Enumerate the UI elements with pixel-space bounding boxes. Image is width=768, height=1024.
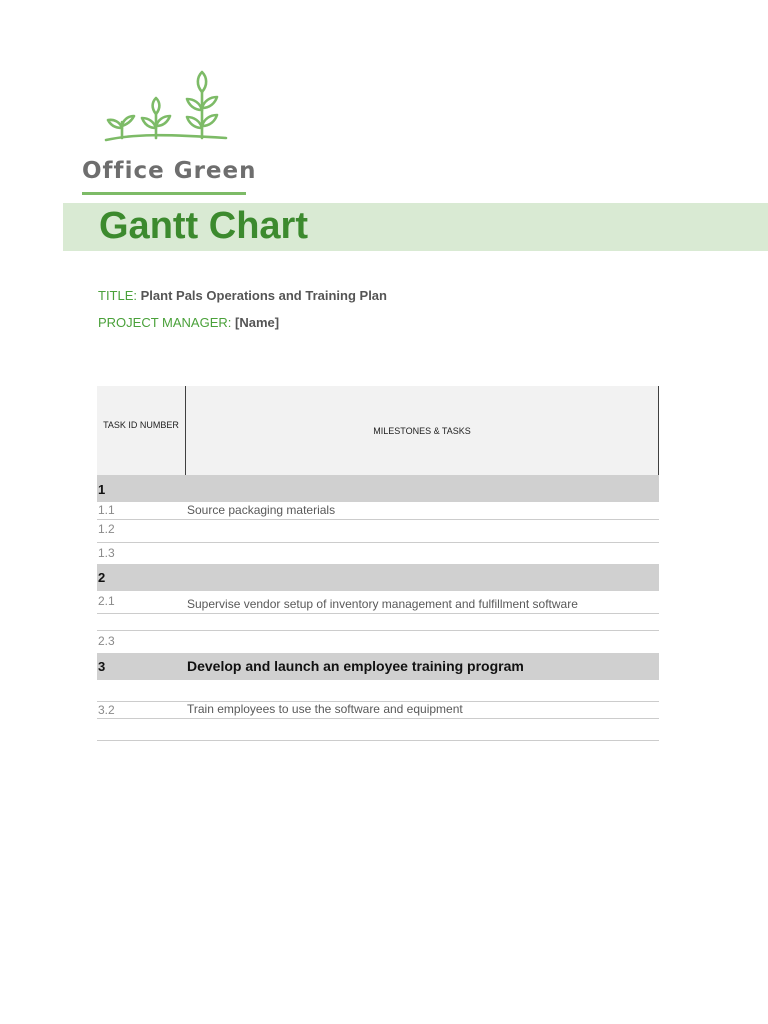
table-row [97,719,659,741]
project-manager-line [98,315,279,330]
company-logo [80,68,257,198]
task-name: Supervise vendor setup of inventory management and fulfillment software [187,597,578,611]
table-row [97,591,659,614]
table-row [97,702,659,719]
table-row [97,502,659,520]
project-title-line [98,288,387,303]
task-name: Train employees to use the software and equipment [187,702,463,716]
task-id: 2 [98,570,106,585]
sprouting-plants-icon [104,68,228,148]
table-row [97,543,659,564]
table-row [97,475,659,502]
task-name: Develop and launch an employee training program [187,658,524,674]
table-row [97,653,659,680]
task-id: 1.3 [98,546,115,560]
table-row [97,614,659,631]
task-id: 1.1 [98,503,115,517]
title-banner [63,203,768,251]
task-id: 1.2 [98,522,115,536]
table-header [97,386,659,475]
table-row [97,680,659,702]
table-row [97,631,659,653]
column-header-milestones: MILESTONES & TASKS [373,426,471,436]
project-title-value: Plant Pals Operations and Training Plan [140,288,387,303]
project-manager-value: [Name] [235,315,280,330]
task-id: 2.1 [98,594,115,608]
logo-wordmark: Office Green [82,158,257,184]
table-row [97,564,659,591]
task-id: 2.3 [98,634,115,648]
logo-underline [82,192,246,195]
column-header-task-id: TASK ID NUMBER [103,420,179,430]
page-title: Gantt Chart [99,205,308,247]
row-rule [97,520,659,543]
project-manager-label: PROJECT MANAGER: [98,315,232,330]
project-title-label: TITLE: [98,288,138,303]
task-id: 3 [98,659,106,674]
task-id: 1 [98,482,106,497]
task-id: 3.2 [98,703,115,717]
task-name: Source packaging materials [187,503,336,517]
